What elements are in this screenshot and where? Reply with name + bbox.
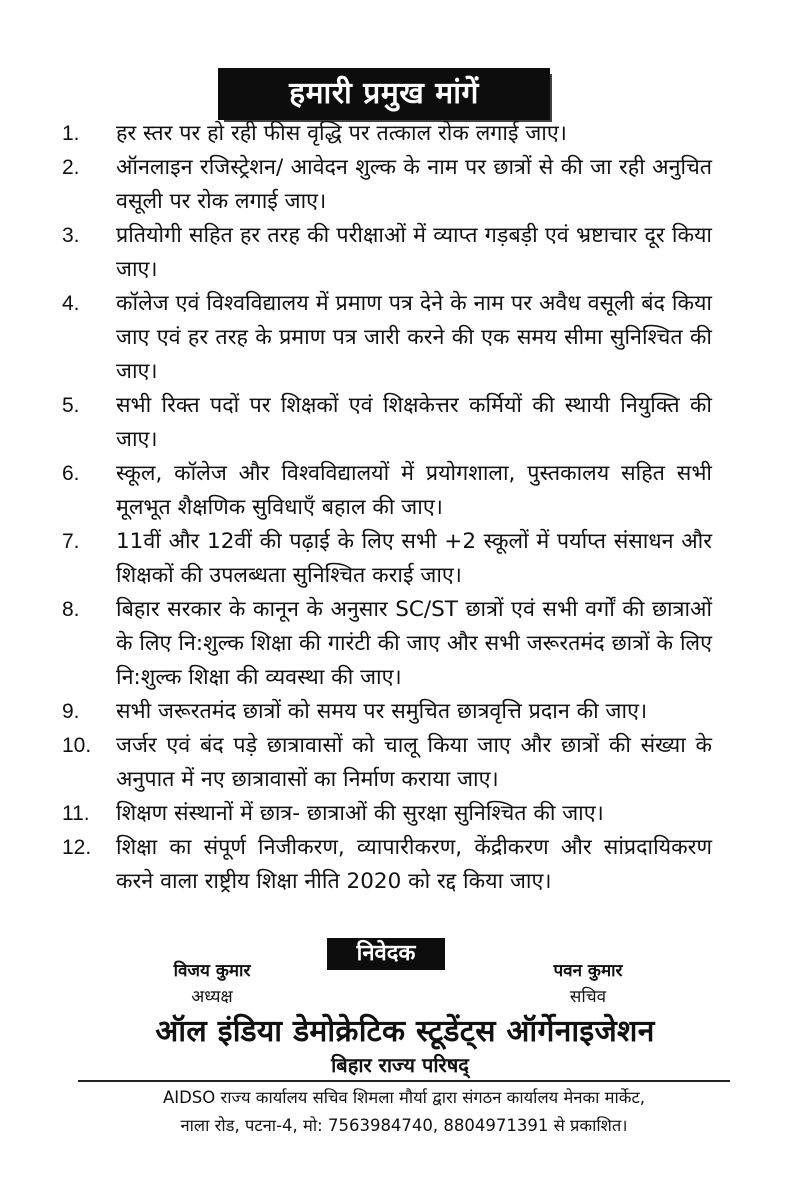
organization-unit: बिहार राज्य परिषद्	[331, 1053, 469, 1077]
list-item	[62, 389, 712, 457]
page-title: हमारी प्रमुख मांगें	[220, 70, 548, 118]
item-number: 5.	[62, 394, 80, 417]
item-text: बिहार सरकार के कानून के अनुसार SC/ST छात्रों एवं सभी वर्गों की छात्राओं के लिए नि:शुल्क शिक्षा की गारंटी की जाए और सभी जरूरतमंद छात्रों के लिए नि:शुल्क शिक्षा की व्यवस्था की जाए।	[116, 597, 712, 690]
list-item	[62, 797, 712, 831]
signer-label: निवेदक	[327, 938, 445, 970]
item-number: 2.	[62, 156, 80, 179]
item-text: कॉलेज एवं विश्वविद्यालय में प्रमाण पत्र देने के नाम पर अवैध वसूली बंद किया जाए एवं हर तरह के प्रमाण पत्र जारी करने की एक समय सीमा सुनिश्चित की जाए।	[116, 291, 712, 384]
publisher-note	[78, 1084, 730, 1140]
list-item	[62, 831, 712, 899]
publisher-line-1: AIDSO राज्य कार्यालय सचिव शिमला मौर्या द्वारा संगठन कार्यालय मेनका मार्केट,	[162, 1088, 646, 1107]
item-number: 9.	[62, 700, 80, 723]
item-text: शिक्षण संस्थानों में छात्र- छात्राओं की सुरक्षा सुनिश्चित की जाए।	[116, 801, 604, 826]
list-item	[62, 117, 712, 151]
signatory-role: सचिव	[569, 987, 607, 1007]
list-item	[62, 695, 712, 729]
item-number: 3.	[62, 224, 80, 247]
signatory-name: विजय कुमार	[173, 961, 251, 981]
item-text: शिक्षा का संपूर्ण निजीकरण, व्यापारीकरण, केंद्रीकरण और सांप्रदायिकरण करने वाला राष्ट्रीय शिक्षा नीति 2020 को रद्द किया जाए।	[116, 835, 712, 894]
list-item	[62, 219, 712, 287]
item-text: सभी जरूरतमंद छात्रों को समय पर समुचित छात्रवृत्ति प्रदान की जाए।	[116, 699, 648, 724]
item-text: प्रतियोगी सहित हर तरह की परीक्षाओं में व्याप्त गड़बड़ी एवं भ्रष्टाचार दूर किया जाए।	[116, 223, 712, 282]
item-text: स्कूल, कॉलेज और विश्वविद्यालयों में प्रयोगशाला, पुस्तकालय सहित सभी मूलभूत शैक्षणिक सुविधाएँ बहाल की जाए।	[116, 461, 712, 520]
signatory-secretary	[518, 958, 658, 1010]
item-number: 10.	[62, 734, 92, 757]
list-item	[62, 287, 712, 389]
signatory-role: अध्यक्ष	[191, 987, 233, 1007]
list-item	[62, 457, 712, 525]
item-text: जर्जर एवं बंद पड़े छात्रावासों को चालू किया जाए और छात्रों की संख्या के अनुपात में नए छात्रावासों का निर्माण कराया जाए।	[116, 733, 712, 792]
item-number: 1.	[62, 122, 80, 145]
publisher-line-2: नाला रोड, पटना-4, मो: 7563984740, 8804971391 से प्रकाशित।	[180, 1116, 628, 1135]
organization-name: ऑल इंडिया डेमोक्रेटिक स्टूडेंट्स ऑर्गेनाइजेशन	[155, 1014, 655, 1049]
item-text: ऑनलाइन रजिस्ट्रेशन/ आवेदन शुल्क के नाम पर छात्रों से की जा रही अनुचित वसूली पर रोक लगाई जाए।	[116, 155, 712, 214]
list-item	[62, 593, 712, 695]
item-text: हर स्तर पर हो रही फीस वृद्धि पर तत्काल रोक लगाई जाए।	[116, 121, 567, 146]
item-text: 11वीं और 12वीं की पढ़ाई के लिए सभी +2 स्कूलों में पर्याप्त संसाधन और शिक्षकों की उपलब्धता सुनिश्चित कराई जाए।	[116, 529, 712, 588]
divider	[78, 1080, 730, 1082]
signatory-name: पवन कुमार	[553, 961, 623, 981]
demands-list	[62, 117, 712, 899]
item-number: 4.	[62, 292, 80, 315]
item-number: 12.	[62, 836, 92, 859]
list-item	[62, 151, 712, 219]
list-item	[62, 525, 712, 593]
item-number: 7.	[62, 530, 80, 553]
item-number: 6.	[62, 462, 80, 485]
signatory-president	[142, 958, 282, 1010]
item-number: 8.	[62, 598, 80, 621]
item-text: सभी रिक्त पदों पर शिक्षकों एवं शिक्षकेत्तर कर्मियों की स्थायी नियुक्ति की जाए।	[116, 393, 712, 452]
list-item	[62, 729, 712, 797]
item-number: 11.	[62, 802, 90, 825]
